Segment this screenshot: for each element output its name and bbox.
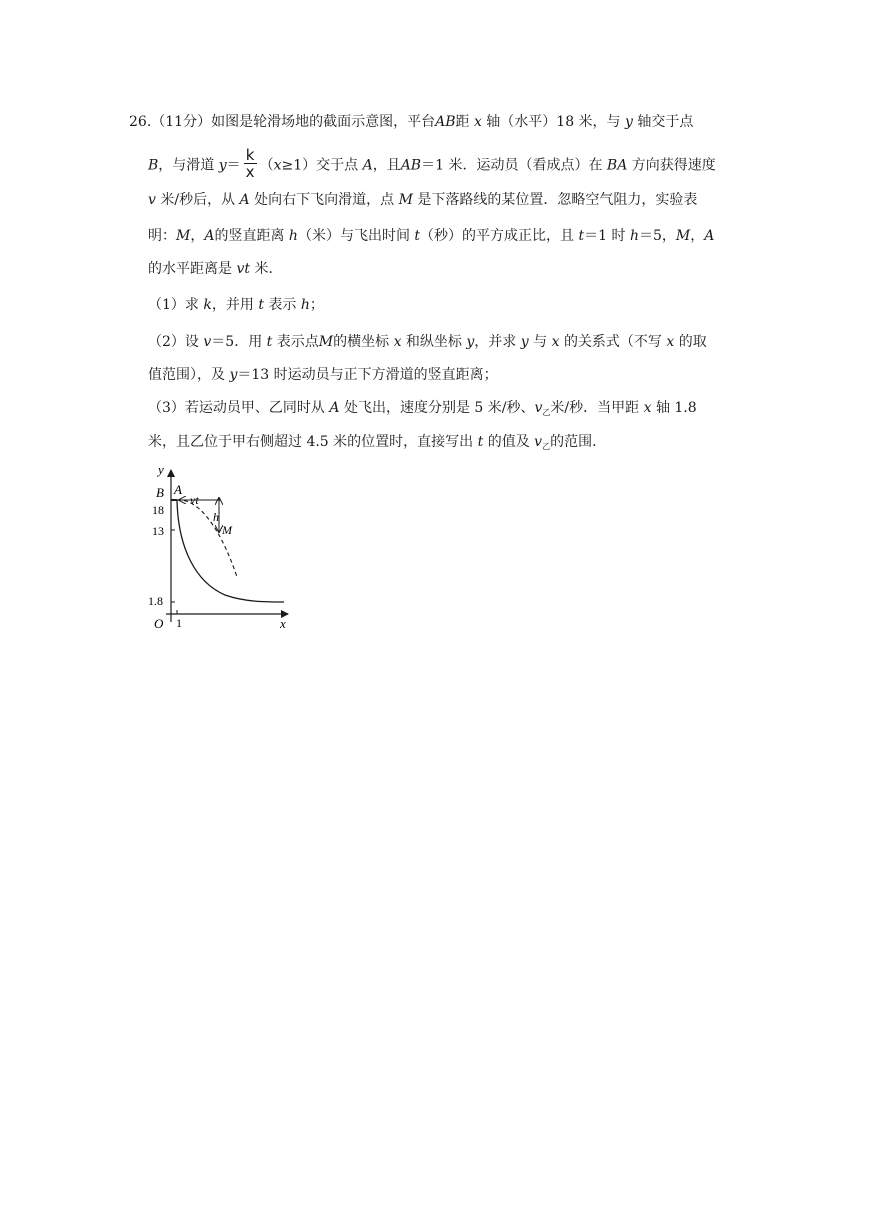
tick-label-13: 13: [152, 524, 164, 538]
var: M: [675, 228, 691, 244]
text: 的范围．: [550, 434, 607, 450]
fraction-k-over-x: [244, 147, 257, 180]
var: y: [229, 367, 238, 383]
var: x: [473, 114, 482, 130]
var: v: [148, 192, 156, 208]
text: 轴（水平）18 米，与: [486, 114, 621, 130]
var: A: [362, 157, 373, 174]
question-2-line-2: [148, 365, 498, 385]
var: M: [318, 334, 334, 350]
var: t: [258, 297, 264, 313]
text: ＝13 时运动员与正下方滑道的竖直距离；: [237, 367, 498, 383]
var: x: [666, 334, 675, 350]
trajectory-dashed: [177, 500, 237, 577]
fraction-numerator: k: [244, 147, 257, 164]
var: t: [477, 434, 484, 450]
var: x: [273, 157, 282, 174]
var: v: [203, 334, 212, 350]
text: （2）设: [148, 334, 199, 350]
text: 值范围），及: [148, 367, 225, 383]
text: ，并求: [474, 334, 517, 350]
var: h: [629, 228, 639, 244]
text: 距: [455, 114, 470, 130]
point-b-label: B: [156, 485, 164, 500]
text: 表示点: [276, 334, 319, 350]
question-2-line-1: [148, 332, 707, 352]
text: 表示: [268, 297, 297, 313]
text: （米）与飞出时间: [297, 228, 410, 244]
text: 的值及: [487, 434, 530, 450]
subscript: 乙: [542, 442, 551, 451]
var: y: [625, 114, 633, 130]
var: vt: [236, 261, 250, 277]
text: 是下落路线的某位置．忽略空气阻力，实验表: [417, 192, 698, 208]
var: t: [414, 228, 421, 244]
text: ；: [309, 297, 324, 313]
var: M: [398, 192, 413, 208]
text: （: [259, 157, 274, 174]
problem-line-4: [148, 226, 714, 246]
text: （3）若运动员甲、乙同时从: [148, 400, 325, 416]
var: k: [203, 297, 212, 313]
var: y: [520, 334, 529, 350]
text: 与: [533, 334, 548, 350]
question-3-line-2: [148, 432, 606, 457]
text: 的关系式（不写: [563, 334, 662, 350]
text: 米/秒．当甲距: [550, 400, 640, 416]
text: ＝1 时: [584, 228, 626, 244]
origin-label: O: [154, 616, 164, 631]
var: v: [534, 400, 543, 416]
vt-label: vt: [190, 493, 199, 507]
var: AB: [400, 157, 422, 174]
problem-line-1: [129, 112, 693, 132]
var: y: [218, 157, 227, 174]
var: h: [300, 297, 310, 313]
question-1: [148, 295, 324, 315]
text: 和纵坐标: [405, 334, 462, 350]
text: ，: [190, 228, 205, 244]
text: ＝1 米．运动员（看成点）在: [421, 157, 603, 174]
y-axis-label: y: [158, 462, 164, 477]
text: 米/秒后，从: [160, 192, 236, 208]
text: 轴 1.8: [655, 400, 697, 416]
tick-label-1-8: 1.8: [148, 594, 163, 608]
text: 轴交于点: [637, 114, 694, 130]
var: M: [176, 228, 191, 244]
var: BA: [606, 157, 628, 174]
problem-line-3: [148, 190, 697, 210]
var: y: [466, 334, 475, 350]
text: 处向右下飞向滑道，点: [254, 192, 395, 208]
tick-label-1: 1: [176, 616, 182, 630]
var: A: [704, 228, 715, 244]
text: 的横坐标: [333, 334, 390, 350]
var: h: [288, 228, 298, 244]
text: ＝5，: [638, 228, 676, 244]
skating-field-diagram: [140, 462, 300, 632]
text: 处飞出，速度分别是 5 米/秒、: [343, 400, 535, 416]
var: t: [266, 334, 273, 350]
text: 米，且乙位于甲右侧超过 4.5 米的位置时，直接写出: [148, 434, 474, 450]
x-axis-label: x: [280, 616, 286, 631]
text: ，: [690, 228, 705, 244]
text: 明：: [148, 228, 176, 244]
diagram-svg: [140, 462, 300, 632]
text: 26.（11分）如图是轮滑场地的截面示意图，平台: [129, 114, 436, 130]
h-label: h: [213, 510, 219, 524]
text: ＝5．用: [211, 334, 263, 350]
var: x: [551, 334, 560, 350]
text: ，与滑道: [158, 157, 215, 174]
var: x: [643, 400, 652, 416]
var: t: [578, 228, 585, 244]
text: 方向获得速度: [631, 157, 716, 174]
fraction-denominator: x: [245, 163, 255, 181]
text: ≥1）交于点: [281, 157, 359, 174]
problem-line-2: [148, 146, 716, 182]
tick-label-18: 18: [152, 503, 164, 517]
text: 的取: [678, 334, 707, 350]
var: A: [239, 192, 250, 208]
var: B: [148, 157, 159, 174]
text: ，且: [372, 157, 401, 174]
text: ＝: [226, 157, 241, 174]
var: A: [204, 228, 215, 244]
var: AB: [435, 114, 456, 130]
text: 的水平距离是: [148, 261, 232, 277]
var: x: [393, 334, 402, 350]
text: （1）求: [148, 297, 199, 313]
point-a-label: A: [174, 482, 182, 497]
text: （秒）的平方成正比，且: [420, 228, 575, 244]
problem-line-5: [148, 259, 282, 279]
point-m-label: M: [222, 523, 232, 537]
slide-curve: [177, 500, 284, 602]
subscript: 乙: [542, 408, 551, 417]
text: 的竖直距离: [214, 228, 285, 244]
question-3-line-1: [148, 398, 697, 423]
var: A: [329, 400, 340, 416]
text: ，并用: [211, 297, 254, 313]
var: v: [534, 434, 543, 450]
text: 米．: [254, 261, 283, 277]
